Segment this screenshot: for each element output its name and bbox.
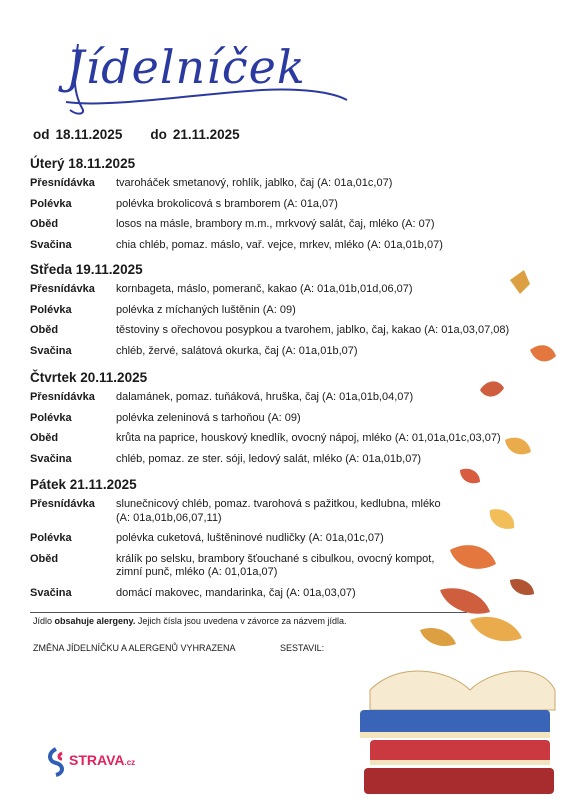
open-book — [370, 671, 555, 710]
meal-label: Přesnídávka — [30, 498, 95, 510]
to-date: 21.11.2025 — [172, 127, 240, 142]
meal-text: polévka brokolicová s bramborem (A: 01a,07) — [116, 197, 338, 210]
day-title: Středa 19.11.2025 — [30, 262, 143, 277]
to-label: do — [150, 127, 167, 142]
meal-row — [30, 198, 550, 212]
autumn-books-illustration — [340, 220, 565, 800]
strava-logo-text — [69, 752, 135, 768]
meal-text: losos na másle, brambory m.m., mrkvový salát, čaj, mléko (A: 07) — [116, 218, 435, 230]
meal-label: Svačina — [30, 586, 72, 599]
menu-title — [52, 30, 352, 120]
strava-logo-suffix: .cz — [124, 758, 136, 767]
meal-text: kornbageta, máslo, pomeranč, kakao (A: 01a,01b,01d,06,07) — [116, 283, 413, 295]
meal-text: dalamánek, pomaz. tuňáková, hruška, čaj (A: 01a,01b,04,07) — [116, 391, 414, 403]
compiled-label: SESTAVIL: — [280, 643, 325, 653]
meal-text: chia chléb, pomaz. máslo, vař. vejce, mrkev, mléko (A: 01a,01b,07) — [116, 238, 443, 251]
meal-label: Polévka — [30, 303, 72, 316]
allergen-note-bold: obsahuje alergeny. — [54, 616, 136, 626]
meal-row — [30, 177, 550, 191]
meal-label: Oběd — [30, 324, 59, 336]
meal-text: králík po selsku, brambory šťouchané s cibulkou, ovocný kompot, zimní punč, mléko (A: 01,01a,07) — [116, 552, 435, 578]
meal-text: polévka z míchaných luštěnin (A: 09) — [116, 303, 296, 316]
meal-label: Polévka — [30, 532, 72, 544]
allergen-note — [33, 616, 346, 626]
meal-label: Oběd — [30, 432, 59, 444]
meal-text: domácí makovec, mandarinka, čaj (A: 01a,03,07) — [116, 586, 356, 599]
date-range — [33, 127, 240, 142]
allergen-note-prefix: Jídlo — [33, 616, 55, 626]
allergen-note-suffix: Jejich čísla jsou uvedena v závorce za názvem jídla. — [135, 616, 347, 626]
meal-label: Svačina — [30, 452, 72, 465]
meal-label: Polévka — [30, 411, 72, 424]
meal-label: Polévka — [30, 197, 72, 210]
meal-text: tvaroháček smetanový, rohlík, jablko, čaj (A: 01a,01c,07) — [116, 177, 393, 189]
strava-logo-icon — [44, 747, 68, 777]
meal-label: Svačina — [30, 238, 72, 251]
from-date: 18.11.2025 — [55, 127, 123, 142]
meal-text: chléb, pomaz. ze ster. sóji, ledový salát, mléko (A: 01a,01b,07) — [116, 452, 422, 465]
strava-logo — [44, 745, 144, 779]
meal-label: Přesnídávka — [30, 283, 95, 295]
day-title: Úterý 18.11.2025 — [30, 156, 136, 171]
meal-label: Oběd — [30, 552, 59, 565]
meal-text: chléb, žervé, salátová okurka, čaj (A: 01a,01b,07) — [116, 344, 358, 357]
day-title: Pátek 21.11.2025 — [30, 477, 137, 492]
meal-label: Svačina — [30, 344, 72, 357]
meal-text: těstoviny s ořechovou posypkou a tvarohem, jablko, čaj, kakao (A: 01a,03,07,08) — [116, 324, 510, 336]
change-note: ZMĚNA JÍDELNÍČKU A ALERGENŮ VYHRAZENA — [33, 643, 236, 653]
meal-text: polévka zeleninová s tarhoňou (A: 09) — [116, 411, 301, 424]
day-title: Čtvrtek 20.11.2025 — [30, 370, 148, 385]
from-label: od — [33, 127, 50, 142]
title-text: Jídelníček — [66, 40, 306, 94]
meal-text: krůta na paprice, houskový knedlík, ovocný nápoj, mléko (A: 01,01a,01c,03,07) — [116, 432, 501, 444]
strava-logo-name: STRAVA — [69, 752, 125, 768]
meal-label: Přesnídávka — [30, 391, 95, 403]
meal-text: polévka cuketová, luštěninové nudličky (A: 01a,01c,07) — [116, 532, 384, 544]
meal-text: slunečnicový chléb, pomaz. tvarohová s pažitkou, kedlubna, mléko (A: 01a,01b,06,07,11) — [116, 498, 441, 524]
meal-label: Oběd — [30, 218, 59, 230]
meal-label: Přesnídávka — [30, 177, 95, 189]
